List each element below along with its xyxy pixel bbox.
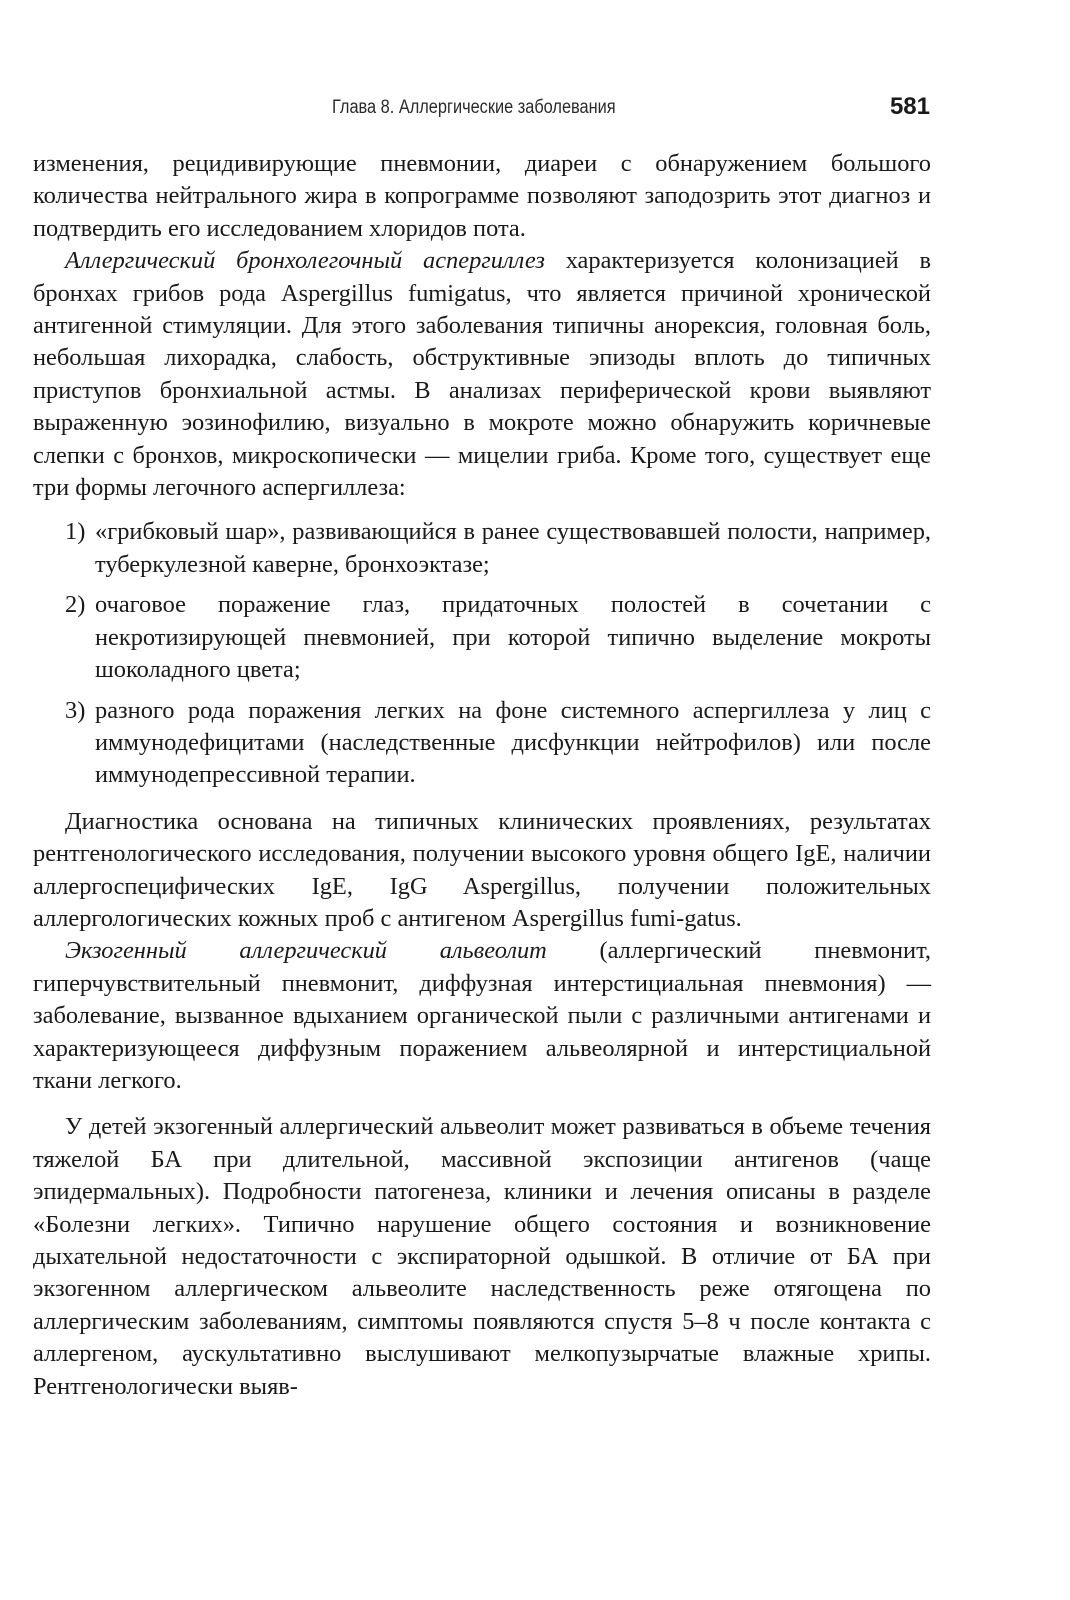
list-item [33, 695, 931, 792]
list-item-text: «грибковый шар», развивающийся в ранее существовавшей полости, например, туберкулезной каверне, бронхоэктазе; [95, 518, 931, 578]
list-item-number: 2) [65, 591, 86, 619]
term-aspergillosis: Аллергический бронхолегочный аспергиллез [65, 247, 545, 275]
paragraph-aspergillosis-text: характеризуется колонизацией в бронхах грибов рода Aspergillus fumigatus, что является причиной хронической антигенной стимуляции. Для этого заболевания типичны анорексия, головная боль, небольшая лихорадка, слабость, обструктивные эпизоды вплоть до типичных приступов бронхиальной астмы. В анализах периферической крови выявляют выраженную эозинофилию, визуально в мокроте можно обнаружить коричневые слепки с бронхов, микроскопически — мицелии гриба. Кроме того, существует еще три формы легочного аспергиллеза: [33, 247, 932, 502]
paragraph-continuation: изменения, рецидивирующие пневмонии, диареи с обнаружением большого количества нейтрального жира в копрограмме позволяют заподозрить этот диагноз и подтвердить его исследованием хлоридов пота. [33, 150, 931, 242]
paragraph-children: У детей экзогенный аллергический альвеолит может развиваться в объеме течения тяжелой БА при длительной, массивной экспозиции антигенов (чаще эпидермальных). Подробности патогенеза, клиники и лечения описаны в разделе «Болезни легких». Типично нарушение общего состояния и возникновение дыхательной недостаточности с экспираторной одышкой. В отличие от БА при экзогенном аллергическом альвеолите наследственность реже отягощена по аллергическим заболеваниям, симптомы появляются спустя 5–8 ч после контакта с аллергеном, аускультативно выслушивают мелкопузырчатые влажные хрипы. Рентгенологически выяв- [33, 1113, 931, 1400]
paragraph-aspergillosis [33, 245, 931, 504]
page-header [0, 93, 1070, 129]
paragraph-alveolitis-text: (аллергический пневмонит, гиперчувствительный пневмонит, диффузная интерстициальная пневмония) — заболевание, вызванное вдыханием органической пыли с различными антигенами и характеризующееся диффузным поражением альвеолярной и интерстициальной ткани легкого. [33, 937, 931, 1094]
running-head: Глава 8. Аллергические заболевания [332, 97, 616, 118]
list-item-number: 3) [65, 696, 86, 724]
aspergillosis-forms-list [33, 516, 931, 791]
list-item-number: 1) [65, 518, 86, 546]
paragraph-gap [33, 1097, 931, 1111]
list-item [33, 589, 931, 686]
list-item-text: разного рода поражения легких на фоне системного аспергиллеза у лиц с иммунодефицитами (наследственные дисфункции нейтрофилов) или после иммунодепрессивной терапии. [95, 696, 931, 789]
paragraph-alveolitis [33, 935, 931, 1097]
paragraph-diagnostics: Диагностика основана на типичных клинических проявлениях, результатах рентгенологического исследования, получении высокого уровня общего IgE, наличии аллергоспецифических IgE, IgG Aspergillus, получении положительных аллергологических кожных проб с антигеном Aspergillus fumi-gatus. [33, 807, 931, 932]
term-alveolitis: Экзогенный аллергический альвеолит [65, 937, 547, 965]
page-number: 581 [889, 93, 930, 120]
page-body [33, 148, 931, 1403]
list-item [33, 516, 931, 581]
list-item-text: очаговое поражение глаз, придаточных полостей в сочетании с некротизирующей пневмонией, при которой типично выделение мокроты шоколадного цвета; [95, 591, 931, 684]
